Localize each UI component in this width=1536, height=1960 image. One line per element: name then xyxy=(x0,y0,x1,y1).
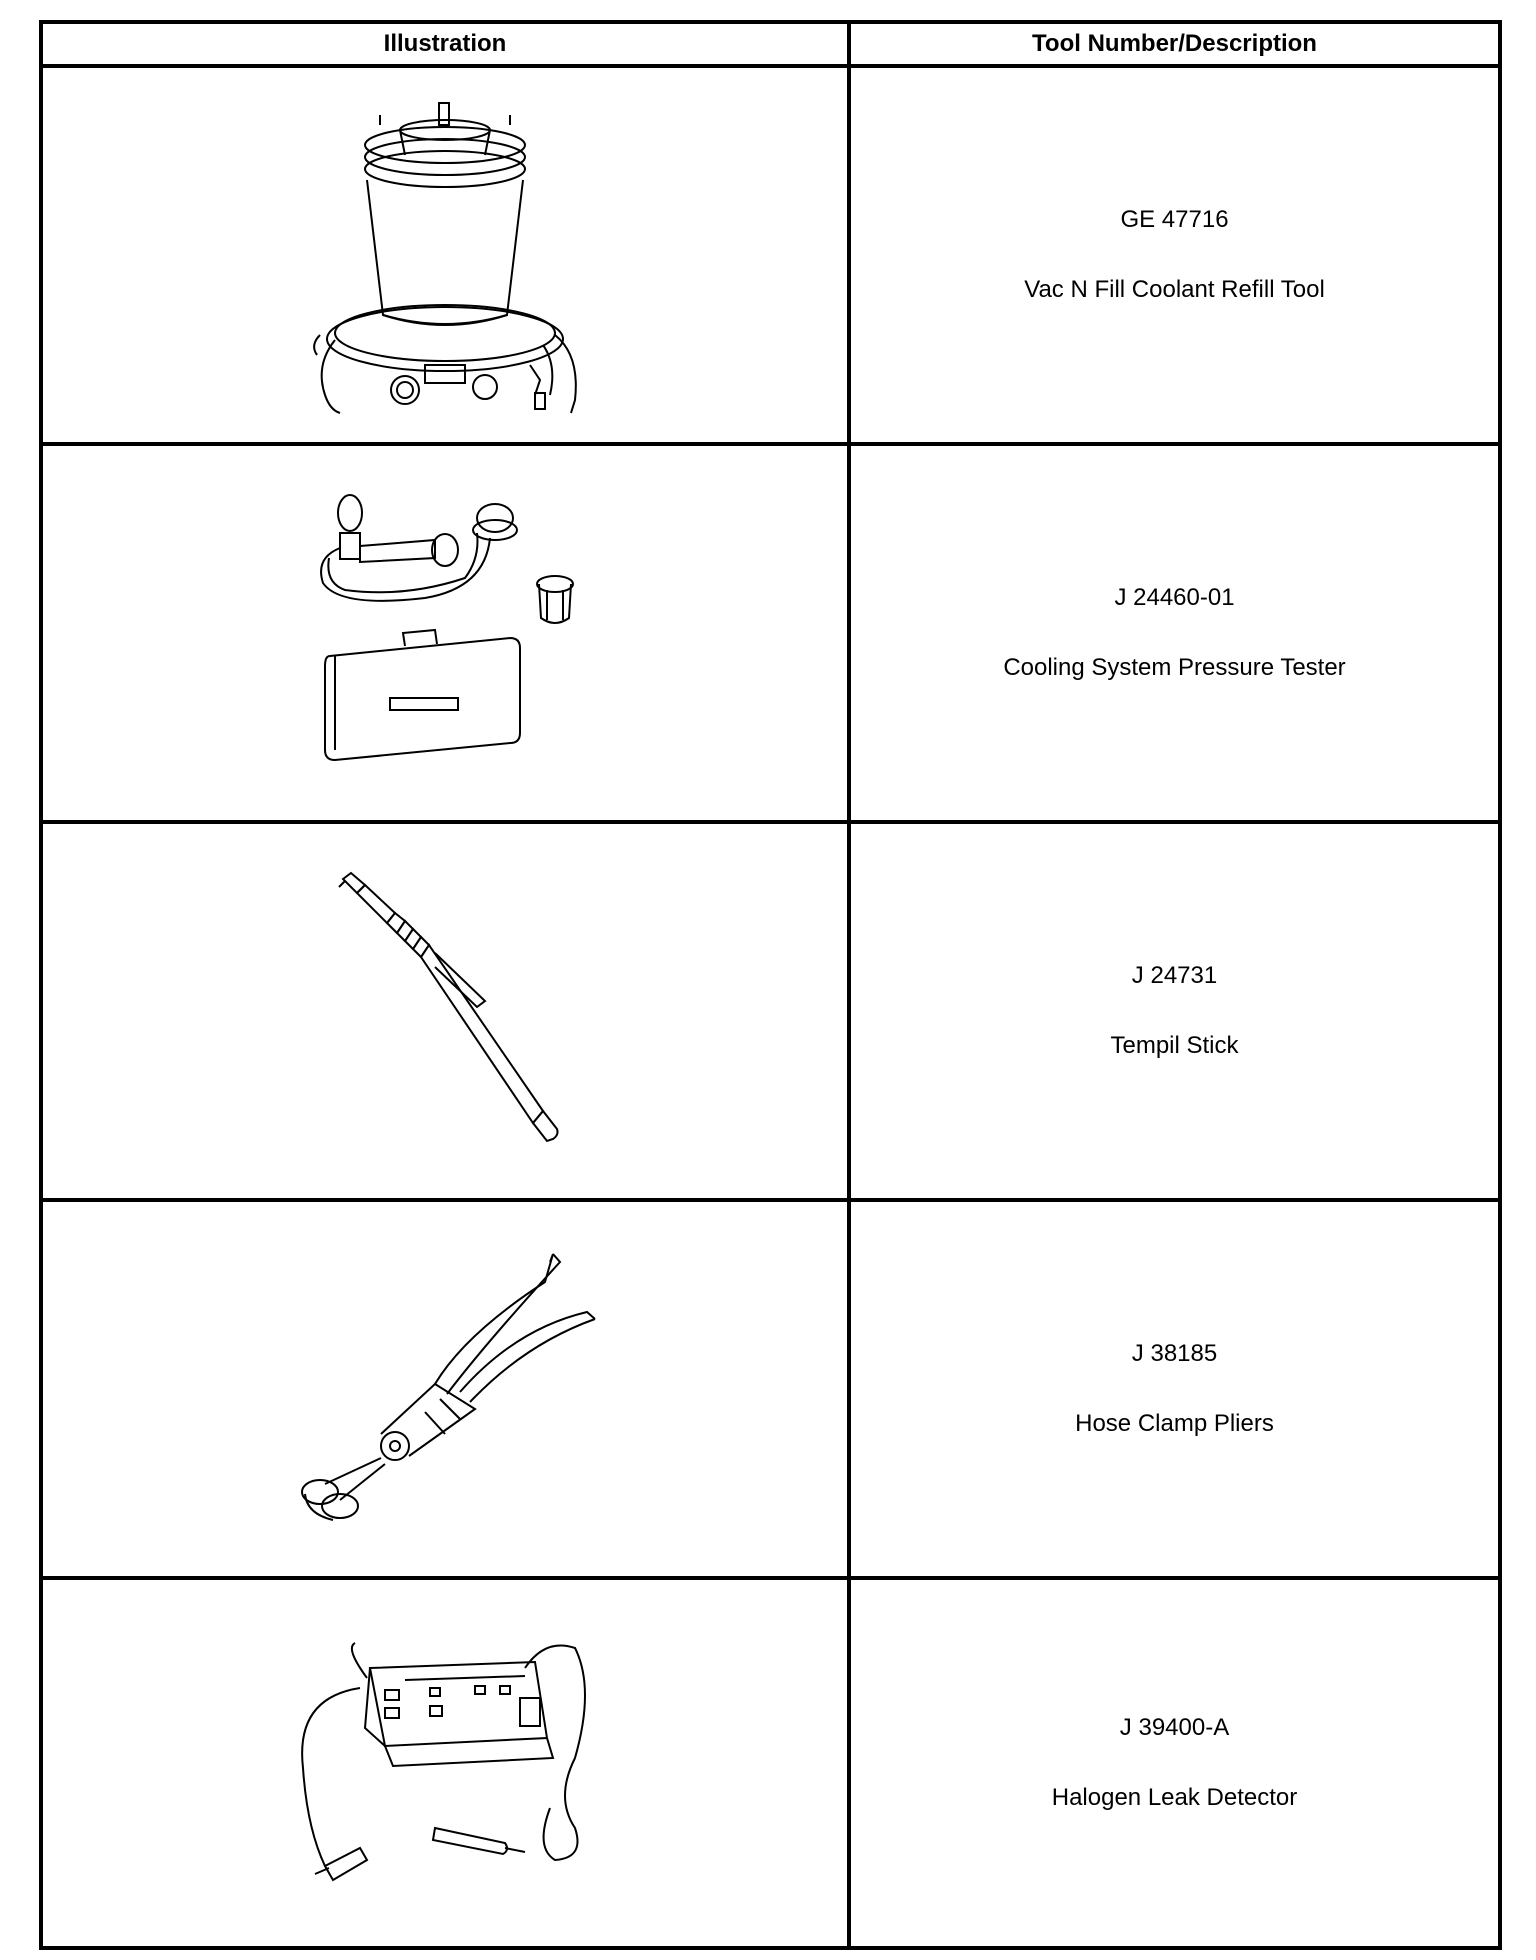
tool-description: Vac N Fill Coolant Refill Tool xyxy=(1024,276,1325,303)
tool-description-cell xyxy=(851,68,1498,442)
table-row xyxy=(43,1202,1498,1580)
tool-description-cell xyxy=(851,824,1498,1198)
tool-number: J 38185 xyxy=(1131,1340,1218,1367)
tool-number: J 39400-A xyxy=(1119,1714,1230,1741)
illustration-cell xyxy=(43,824,847,1198)
tools-table xyxy=(39,20,1502,1950)
tool-description: Halogen Leak Detector xyxy=(1051,1784,1298,1811)
hose-clamp-pliers-icon xyxy=(285,1244,605,1534)
table-row xyxy=(43,68,1498,446)
coolant-refill-tool-icon xyxy=(295,95,595,415)
header-illustration: Illustration xyxy=(383,30,507,57)
tool-description-cell xyxy=(851,1580,1498,1946)
illustration-cell xyxy=(43,1580,847,1946)
tool-number: J 24460-01 xyxy=(1114,584,1235,611)
tempil-stick-icon xyxy=(295,861,595,1161)
tool-description: Hose Clamp Pliers xyxy=(1075,1410,1274,1437)
tool-description-cell xyxy=(851,446,1498,820)
table-row xyxy=(43,824,1498,1202)
header-tool-description: Tool Number/Description xyxy=(1032,30,1317,57)
table-header xyxy=(43,24,1498,68)
illustration-cell xyxy=(43,446,847,820)
illustration-cell xyxy=(43,68,847,442)
pressure-tester-icon xyxy=(295,488,595,778)
tool-description: Tempil Stick xyxy=(1110,1032,1239,1059)
illustration-cell xyxy=(43,1202,847,1576)
leak-detector-icon xyxy=(285,1628,605,1898)
tool-description: Cooling System Pressure Tester xyxy=(1003,654,1346,681)
tool-number: J 24731 xyxy=(1131,962,1218,989)
tool-number: GE 47716 xyxy=(1120,206,1229,233)
tool-description-cell xyxy=(851,1202,1498,1576)
table-row xyxy=(43,1580,1498,1946)
table-row xyxy=(43,446,1498,824)
